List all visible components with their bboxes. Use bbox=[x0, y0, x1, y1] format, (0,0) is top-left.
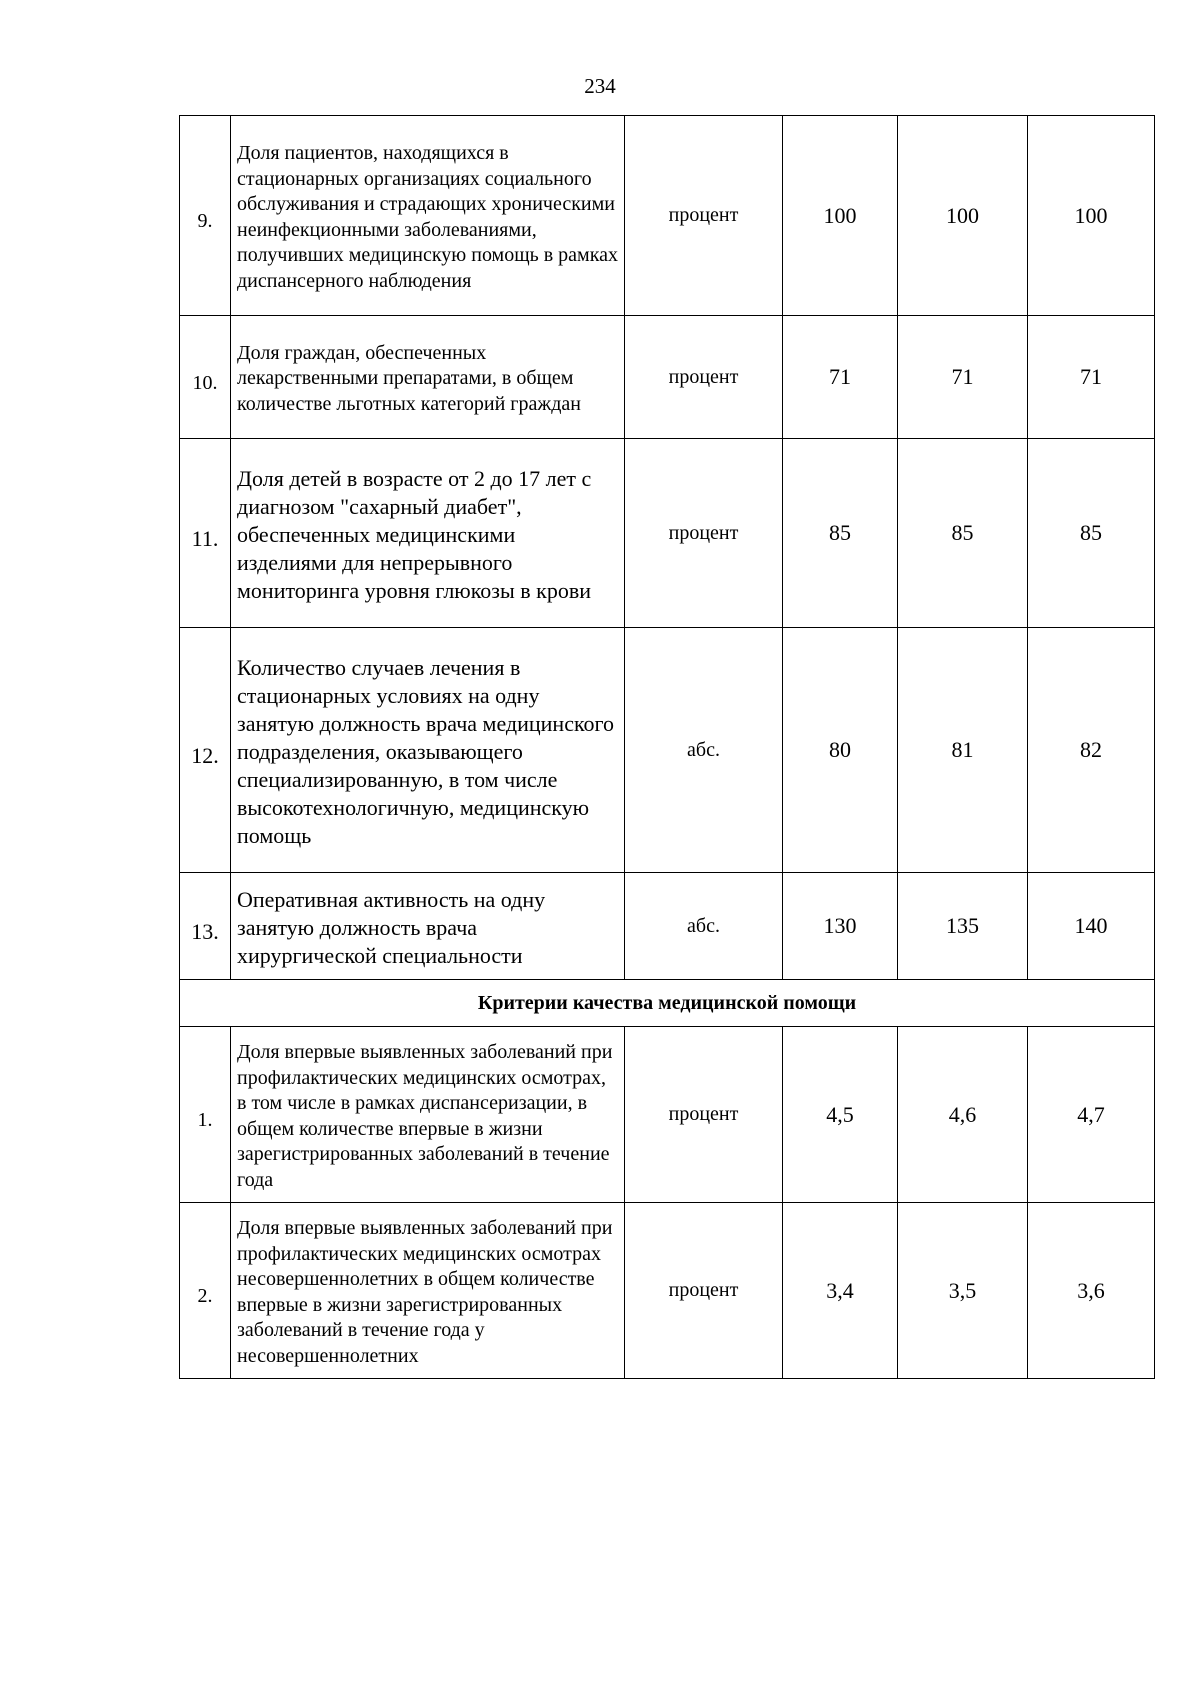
value-cell: 71 bbox=[898, 316, 1028, 439]
section-title: Критерии качества медицинской помощи bbox=[180, 980, 1155, 1027]
row-number: 9. bbox=[180, 116, 231, 316]
row-number: 10. bbox=[180, 316, 231, 439]
table-row bbox=[180, 1027, 1155, 1203]
value-cell: 85 bbox=[1028, 439, 1155, 628]
indicator-name: Доля пациентов, находящихся в стационарных организациях социального обслуживания и страдающих хроническими неинфекционными заболеваниями, получивших медицинскую помощь в рамках диспансерного наблюдения bbox=[231, 116, 625, 316]
value-cell: 4,6 bbox=[898, 1027, 1028, 1203]
row-number: 13. bbox=[180, 873, 231, 980]
value-cell: 3,5 bbox=[898, 1203, 1028, 1379]
indicator-name: Доля граждан, обеспеченных лекарственными препаратами, в общем количестве льготных категорий граждан bbox=[231, 316, 625, 439]
value-cell: 81 bbox=[898, 628, 1028, 873]
unit-cell: абс. bbox=[625, 628, 783, 873]
indicator-name: Оперативная активность на одну занятую должность врача хирургической специальности bbox=[231, 873, 625, 980]
unit-cell: процент bbox=[625, 116, 783, 316]
unit-cell: процент bbox=[625, 439, 783, 628]
indicator-name: Доля впервые выявленных заболеваний при профилактических медицинских осмотрах, в том числе в рамках диспансеризации, в общем количестве впервые в жизни зарегистрированных заболеваний в течение года bbox=[231, 1027, 625, 1203]
value-cell: 4,7 bbox=[1028, 1027, 1155, 1203]
row-number: 11. bbox=[180, 439, 231, 628]
table-row bbox=[180, 628, 1155, 873]
unit-cell: процент bbox=[625, 1203, 783, 1379]
table-row bbox=[180, 1203, 1155, 1379]
value-cell: 85 bbox=[783, 439, 898, 628]
table-row bbox=[180, 873, 1155, 980]
value-cell: 3,6 bbox=[1028, 1203, 1155, 1379]
value-cell: 82 bbox=[1028, 628, 1155, 873]
value-cell: 135 bbox=[898, 873, 1028, 980]
section-header-row bbox=[180, 980, 1155, 1027]
criteria-table bbox=[179, 115, 1155, 1379]
value-cell: 71 bbox=[783, 316, 898, 439]
value-cell: 100 bbox=[1028, 116, 1155, 316]
value-cell: 80 bbox=[783, 628, 898, 873]
value-cell: 130 bbox=[783, 873, 898, 980]
value-cell: 71 bbox=[1028, 316, 1155, 439]
row-number: 1. bbox=[180, 1027, 231, 1203]
table-row bbox=[180, 316, 1155, 439]
value-cell: 100 bbox=[898, 116, 1028, 316]
value-cell: 4,5 bbox=[783, 1027, 898, 1203]
value-cell: 85 bbox=[898, 439, 1028, 628]
unit-cell: процент bbox=[625, 316, 783, 439]
row-number: 2. bbox=[180, 1203, 231, 1379]
indicator-name: Количество случаев лечения в стационарных условиях на одну занятую должность врача медицинского подразделения, оказывающего специализированную, в том числе высокотехнологичную, медицинскую помощь bbox=[231, 628, 625, 873]
unit-cell: процент bbox=[625, 1027, 783, 1203]
unit-cell: абс. bbox=[625, 873, 783, 980]
page-number: 234 bbox=[584, 74, 616, 98]
value-cell: 140 bbox=[1028, 873, 1155, 980]
value-cell: 100 bbox=[783, 116, 898, 316]
value-cell: 3,4 bbox=[783, 1203, 898, 1379]
indicator-name: Доля детей в возрасте от 2 до 17 лет с диагнозом "сахарный диабет", обеспеченных медицинскими изделиями для непрерывного мониторинга уровня глюкозы в крови bbox=[231, 439, 625, 628]
table-row bbox=[180, 116, 1155, 316]
table-row bbox=[180, 439, 1155, 628]
row-number: 12. bbox=[180, 628, 231, 873]
indicator-name: Доля впервые выявленных заболеваний при профилактических медицинских осмотрах несовершеннолетних в общем количестве впервые в жизни зарегистрированных заболеваний в течение года у несовершеннолетних bbox=[231, 1203, 625, 1379]
